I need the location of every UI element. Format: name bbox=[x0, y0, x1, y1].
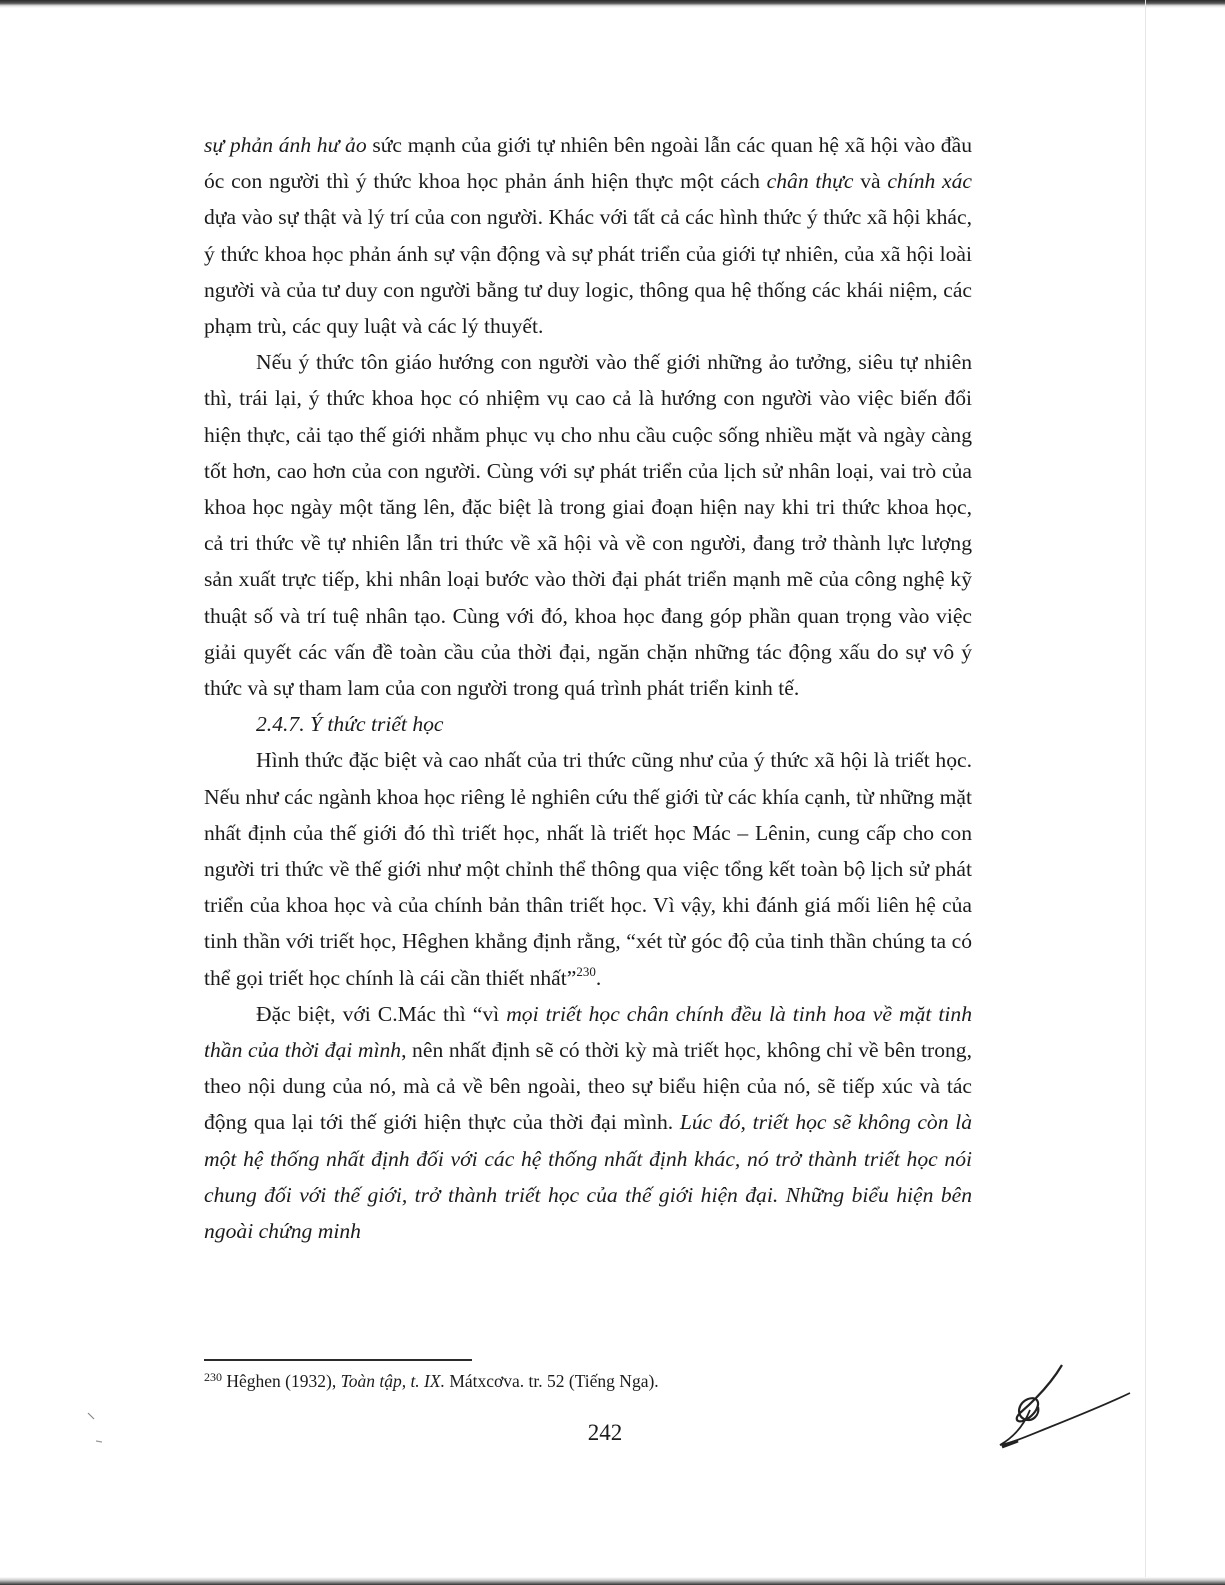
italic-run: chân thực bbox=[766, 169, 854, 194]
text-run: Đặc biệt, với C.Mác thì “vì bbox=[256, 1001, 507, 1026]
text-run: dựa vào sự thật và lý trí của con người. Khác với tất cả các hình thức ý thức xã hội khác, ý thức khoa học phản ánh sự vận động và sự phát triển của giới tự nhiên, của xã hội loài người và của tư duy con người bằng tư duy logic, thông qua hệ thống các khái niệm, các phạm trù, các quy luật và các lý thuyết. bbox=[204, 205, 972, 339]
italic-run: sự phản ánh hư ảo bbox=[204, 133, 367, 157]
footnote-number: 230 bbox=[204, 1370, 222, 1384]
footnote-ref: 230 bbox=[576, 963, 596, 979]
footnote-rule bbox=[204, 1359, 472, 1361]
footnote-title: Toàn tập, t. IX. bbox=[340, 1371, 445, 1391]
text-run: Nếu ý thức tôn giáo hướng con người vào thế giới những ảo tưởng, siêu tự nhiên thì, trái lại, ý thức khoa học có nhiệm vụ cao cả là hướng con người vào việc biến đổi hiện thực, cải tạo thế giới nhằm phục vụ cho nhu cầu cuộc sống nhiều mặt và ngày càng tốt hơn, cao hơn của con người. Cùng với sự phát triển của lịch sử nhân loại, vai trò của khoa học ngày một tăng lên, đặc biệt là trong giai đoạn hiện nay khi tri thức khoa học, cả tri thức về tự nhiên lẫn tri thức về xã hội và về con người, đang trở thành lực lượng sản xuất trực tiếp, khi nhân loại bước vào thời đại phát triển mạnh mẽ của công nghệ kỹ thuật số và trí tuệ nhân tạo. Cùng với đó, khoa học đang góp phần quan trọng vào việc giải quyết các vấn đề toàn cầu của thời đại, ngăn chặn những tác động xấu do sự vô ý thức và sự tham lam của con người trong quá trình phát triển kinh tế. bbox=[204, 350, 972, 701]
text-run: . bbox=[595, 965, 602, 990]
text-run: , nên nhất định sẽ có thời kỳ mà triết học, không chỉ về bên trong, theo nội dung của nó, mà cả về bên ngoài, theo sự biểu hiện của nó, sẽ tiếp xúc và tác động qua lại tới thế giới hiện thực của thời đại mình. bbox=[204, 1038, 972, 1135]
paragraph bbox=[204, 344, 972, 706]
paragraph bbox=[204, 127, 972, 344]
text-run: và bbox=[853, 169, 888, 194]
footnote bbox=[204, 1368, 964, 1394]
footnote-rest: Mátxcơva. tr. 52 (Tiếng Nga). bbox=[444, 1371, 659, 1391]
handwritten-signature bbox=[990, 1355, 1140, 1455]
italic-run: chính xác bbox=[887, 169, 972, 194]
scan-specks bbox=[80, 1405, 120, 1455]
scan-edge-right bbox=[1145, 0, 1146, 1585]
page-number: 242 bbox=[587, 1420, 623, 1445]
scan-edge-top bbox=[0, 0, 1225, 8]
paragraph bbox=[204, 996, 972, 1249]
text-run: Hình thức đặc biệt và cao nhất của tri thức cũng như của ý thức xã hội là triết học. Nếu như các ngành khoa học riêng lẻ nghiên cứu thế giới từ các khía cạnh, từ những mặt nhất định của thế giới đó thì triết học, nhất là triết học Mác – Lênin, cung cấp cho con người tri thức về thế giới như một chỉnh thể thông qua việc tổng kết toàn bộ lịch sử phát triển của khoa học và của chính bản thân triết học. Vì vậy, khi đánh giá mối liên hệ của tinh thần với triết học, Hêghen khẳng định rằng, “xét từ góc độ của tinh thần chúng ta có thể gọi triết học chính là cái cần thiết nhất” bbox=[204, 748, 972, 990]
italic-run: Lúc đó, triết học sẽ không còn là một hệ thống nhất định đối với các hệ thống nhất định khác, nó trở thành triết học nói chung đối với thế giới, trở thành triết học của thế giới hiện đại. Những biểu hiện bên ngoài chứng minh bbox=[204, 1110, 972, 1244]
paragraph bbox=[204, 742, 972, 995]
scan-edge-bottom bbox=[0, 1577, 1225, 1585]
footnote-author: Hêghen (1932), bbox=[222, 1371, 341, 1391]
section-heading bbox=[256, 706, 972, 742]
text-run: sức mạnh của giới tự nhiên bên ngoài lẫn các quan hệ xã hội vào đầu óc con người thì ý thức khoa học phản ánh hiện thực một cách bbox=[204, 133, 972, 194]
italic-run: 2.4.7. Ý thức triết học bbox=[256, 712, 444, 737]
body-text bbox=[204, 127, 972, 1249]
italic-run: mọi triết học chân chính đều là tinh hoa về mặt tinh thần của thời đại mình bbox=[204, 1001, 972, 1063]
